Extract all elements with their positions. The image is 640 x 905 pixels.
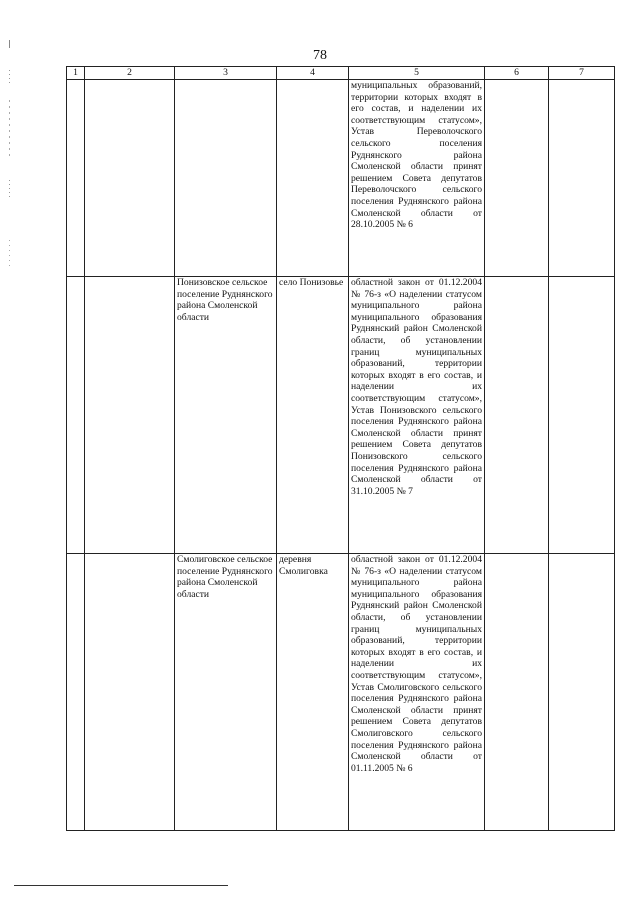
cell-legal-basis: муниципальных образований, территории которых входят в его состав, и наделении их соответствующим статусом», Устав Переволочского сельского поселения Руднянского района Смоленской области принят решением Совета депутатов Переволочского сельского поселения Руднянского района Смоленской области от 28.10.2005 № 6 <box>349 80 485 277</box>
column-number-row <box>67 67 615 80</box>
footnote-divider <box>14 885 228 886</box>
table-row <box>67 277 615 554</box>
cell-admin-center: деревня Смолиговка <box>277 554 349 831</box>
scan-margin-marks <box>8 40 11 270</box>
column-number-1: 1 <box>67 67 85 80</box>
cell-col2 <box>85 554 175 831</box>
cell-col7 <box>549 554 615 831</box>
cell-municipality-name: Смолиговское сельское поселение Руднянского района Смоленской области <box>175 554 277 831</box>
cell-legal-basis: областной закон от 01.12.2004 № 76-з «О наделении статусом муниципального района муниципального образования Руднянский район Смоленской области, об установлении границ муниципальных образований, территории которых входят в его состав, и наделении их соответствующим статусом», Устав Смолиговского сельского поселения Руднянского района Смоленской области принят решением Совета депутатов Смолиговского сельского поселения Руднянского района Смоленской области от 01.11.2005 № 6 <box>349 554 485 831</box>
column-number-6: 6 <box>485 67 549 80</box>
column-number-3: 3 <box>175 67 277 80</box>
cell-admin-center <box>277 80 349 277</box>
cell-col6 <box>485 80 549 277</box>
table-row <box>67 554 615 831</box>
cell-col6 <box>485 277 549 554</box>
cell-number <box>67 277 85 554</box>
table-row <box>67 80 615 277</box>
column-number-7: 7 <box>549 67 615 80</box>
cell-col7 <box>549 80 615 277</box>
column-number-5: 5 <box>349 67 485 80</box>
cell-number <box>67 554 85 831</box>
column-number-4: 4 <box>277 67 349 80</box>
cell-municipality-name <box>175 80 277 277</box>
cell-legal-basis: областной закон от 01.12.2004 № 76-з «О наделении статусом муниципального района муниципального образования Руднянский район Смоленской области, об установлении границ муниципальных образований, территории которых входят в его состав, и наделении их соответствующим статусом», Устав Понизовского сельского поселения Руднянского района Смоленской области принят решением Совета депутатов Понизовского сельского поселения Руднянского района Смоленской области от 31.10.2005 № 7 <box>349 277 485 554</box>
cell-number <box>67 80 85 277</box>
cell-col2 <box>85 277 175 554</box>
column-number-2: 2 <box>85 67 175 80</box>
cell-col6 <box>485 554 549 831</box>
cell-col7 <box>549 277 615 554</box>
municipalities-table <box>66 66 615 831</box>
cell-col2 <box>85 80 175 277</box>
page-number: 78 <box>313 48 327 63</box>
cell-municipality-name: Понизовское сельское поселение Руднянского района Смоленской области <box>175 277 277 554</box>
cell-admin-center: село Понизовье <box>277 277 349 554</box>
